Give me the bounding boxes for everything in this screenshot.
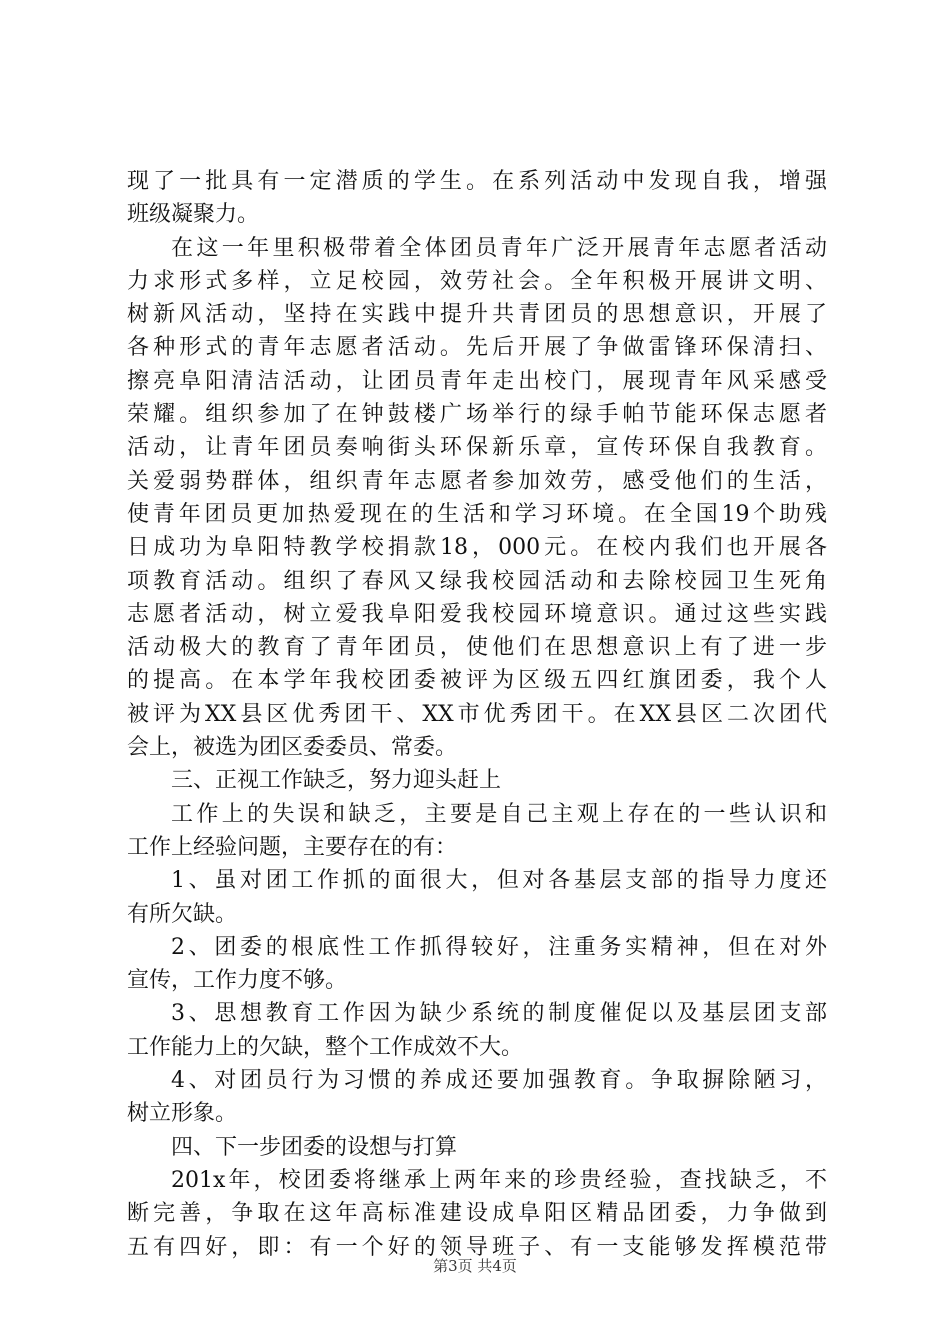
text-line: 班级凝聚力。 [127,202,260,228]
paragraph-start-line: 工作上的失误和缺乏，主要是自己主观上存在的一些认识和 [171,801,827,827]
list-item-line: 1、虽对团工作抓的面很大，但对各基层支部的指导力度还 [171,868,827,894]
text-line: 宣传，工作力度不够。 [127,968,348,994]
text-line: 日成功为阜阳特教学校捐款18，000元。在校内我们也开展各 [127,535,827,561]
section-heading: 四、下一步团委的设想与打算 [171,1134,458,1160]
text-line: 活动，让青年团员奏响街头环保新乐章，宣传环保自我教育。 [127,435,827,461]
list-item-line: 3、思想教育工作因为缺少系统的制度催促以及基层团支部 [171,1001,827,1027]
list-item-line: 2、团委的根底性工作抓得较好，注重务实精神，但在对外 [171,934,827,960]
text-line: 使青年团员更加热爱现在的生活和学习环境。在全国19个助残 [127,501,827,527]
text-line: 树立形象。 [127,1101,238,1127]
list-item-line: 4、对团员行为习惯的养成还要加强教育。争取摒除陋习， [171,1068,827,1094]
text-line: 擦亮阜阳清洁活动，让团员青年走出校门，展现青年风采感受 [127,368,827,394]
document-body [127,165,827,1264]
text-line: 各种形式的青年志愿者活动。先后开展了争做雷锋环保清扫、 [127,335,827,361]
text-line: 被评为XX县区优秀团干、XX市优秀团干。在XX县区二次团代 [127,701,827,727]
section-heading: 三、正视工作缺乏，努力迎头赶上 [171,768,502,794]
text-line: 关爱弱势群体，组织青年志愿者参加效劳，感受他们的生活， [127,468,827,494]
text-line: 断完善，争取在这年高标准建设成阜阳区精品团委，力争做到 [127,1201,827,1227]
paragraph-start-line: 在这一年里积极带着全体团员青年广泛开展青年志愿者活动 [171,235,827,261]
text-line: 力求形式多样，立足校园，效劳社会。全年积极开展讲文明、 [127,268,827,294]
text-line: 工作上经验问题，主要存在的有： [127,834,458,860]
text-line: 志愿者活动，树立爱我阜阳爱我校园环境意识。通过这些实践 [127,601,827,627]
text-line: 有所欠缺。 [127,901,238,927]
page-number-footer: 第3页 共4页 [433,1257,517,1275]
text-line: 工作能力上的欠缺，整个工作成效不大。 [127,1034,524,1060]
text-line: 树新风活动，坚持在实践中提升共青团员的思想意识，开展了 [127,302,827,328]
text-line: 项教育活动。组织了春风又绿我校园活动和去除校园卫生死角 [127,568,827,594]
text-line: 的提高。在本学年我校团委被评为区级五四红旗团委，我个人 [127,668,827,694]
text-line: 活动极大的教育了青年团员，使他们在思想意识上有了进一步 [127,635,827,661]
paragraph-start-line: 201x年，校团委将继承上两年来的珍贵经验，查找缺乏，不 [171,1167,827,1193]
text-line: 荣耀。组织参加了在钟鼓楼广场举行的绿手帕节能环保志愿者 [127,402,827,428]
text-line: 现了一批具有一定潜质的学生。在系列活动中发现自我，增强 [127,169,827,194]
text-line: 会上，被选为团区委委员、常委。 [127,735,458,761]
text-line: 五有四好，即：有一个好的领导班子、有一支能够发挥模范带 [127,1234,827,1260]
